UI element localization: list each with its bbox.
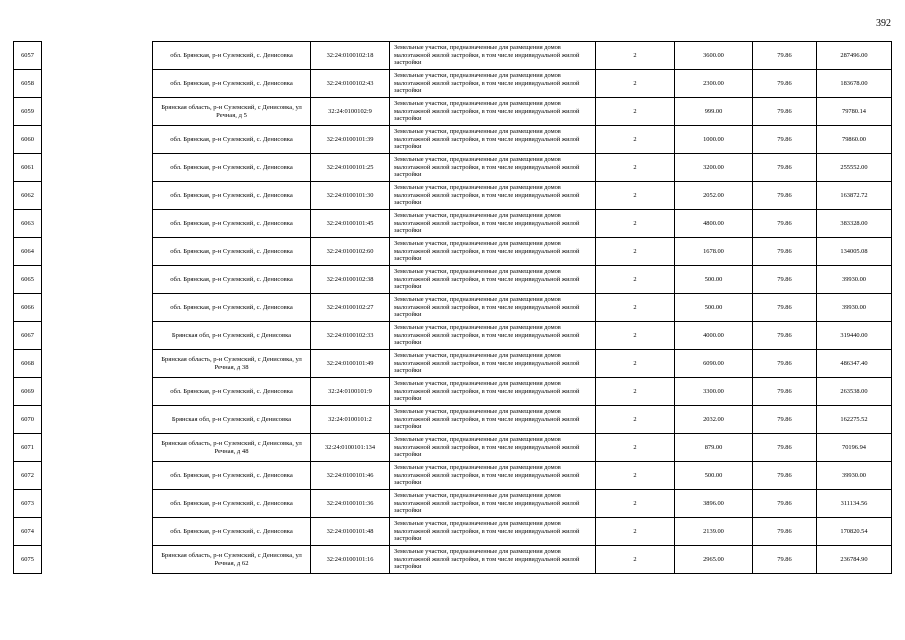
land-purpose-cell: Земельные участки, предназначенные для размещения домов малоэтажной жилой застройки, в том числе индивидуальной жилой застройки [390,182,596,210]
cadastral-value-cell: 236784.90 [817,546,892,574]
land-purpose-cell: Земельные участки, предназначенные для размещения домов малоэтажной жилой застройки, в том числе индивидуальной жилой застройки [390,238,596,266]
empty-cell [42,182,153,210]
table-row [14,434,892,462]
address-cell: обл. Брянская, р-н Суземский, с. Денисовка [153,210,311,238]
cadastral-value-cell: 163872.72 [817,182,892,210]
cadastral-number-cell: 32:24:0100102:33 [311,322,390,350]
table-row [14,126,892,154]
empty-cell [42,210,153,238]
empty-cell [42,434,153,462]
specific-value-cell: 79.86 [753,266,817,294]
address-cell: Брянская область, р-н Суземский, с Денисовка, ул Речная, д 38 [153,350,311,378]
area-cell: 3600.00 [675,42,753,70]
area-cell: 2965.00 [675,546,753,574]
cadastral-value-cell: 287496.00 [817,42,892,70]
row-number: 6068 [14,350,42,378]
group-code-cell: 2 [596,434,675,462]
area-cell: 1000.00 [675,126,753,154]
land-purpose-cell: Земельные участки, предназначенные для размещения домов малоэтажной жилой застройки, в том числе индивидуальной жилой застройки [390,154,596,182]
cadastral-value-cell: 255552.00 [817,154,892,182]
cadastral-value-cell: 39930.00 [817,462,892,490]
table-row [14,490,892,518]
area-cell: 500.00 [675,462,753,490]
area-cell: 2032.00 [675,406,753,434]
cadastral-number-cell: 32:24:0100102:38 [311,266,390,294]
group-code-cell: 2 [596,546,675,574]
empty-cell [42,266,153,294]
cadastral-value-cell: 311134.56 [817,490,892,518]
address-cell: обл. Брянская, р-н Суземский, с. Денисовка [153,70,311,98]
page-number: 392 [876,18,891,29]
specific-value-cell: 79.86 [753,182,817,210]
group-code-cell: 2 [596,238,675,266]
table-row [14,182,892,210]
area-cell: 2139.00 [675,518,753,546]
cadastral-number-cell: 32:24:0100102:27 [311,294,390,322]
empty-cell [42,238,153,266]
land-purpose-cell: Земельные участки, предназначенные для размещения домов малоэтажной жилой застройки, в том числе индивидуальной жилой застройки [390,518,596,546]
land-purpose-cell: Земельные участки, предназначенные для размещения домов малоэтажной жилой застройки, в том числе индивидуальной жилой застройки [390,406,596,434]
specific-value-cell: 79.86 [753,490,817,518]
row-number: 6070 [14,406,42,434]
table-row [14,518,892,546]
area-cell: 3200.00 [675,154,753,182]
table-row [14,238,892,266]
cadastral-value-cell: 486347.40 [817,350,892,378]
area-cell: 500.00 [675,294,753,322]
cadastral-number-cell: 32:24:0100101:134 [311,434,390,462]
cadastral-number-cell: 32:24:0100101:45 [311,210,390,238]
empty-cell [42,462,153,490]
table-row [14,322,892,350]
address-cell: обл. Брянская, р-н Суземский, с. Денисовка [153,42,311,70]
cadastral-number-cell: 32:24:0100102:18 [311,42,390,70]
group-code-cell: 2 [596,378,675,406]
area-cell: 6090.00 [675,350,753,378]
group-code-cell: 2 [596,350,675,378]
cadastral-value-table [13,41,892,574]
address-cell: обл. Брянская, р-н Суземский, с. Денисовка [153,126,311,154]
empty-cell [42,322,153,350]
area-cell: 3896.00 [675,490,753,518]
row-number: 6059 [14,98,42,126]
group-code-cell: 2 [596,518,675,546]
row-number: 6063 [14,210,42,238]
land-purpose-cell: Земельные участки, предназначенные для размещения домов малоэтажной жилой застройки, в том числе индивидуальной жилой застройки [390,546,596,574]
row-number: 6062 [14,182,42,210]
row-number: 6075 [14,546,42,574]
empty-cell [42,126,153,154]
group-code-cell: 2 [596,462,675,490]
row-number: 6061 [14,154,42,182]
cadastral-number-cell: 32:24:0100101:39 [311,126,390,154]
table-row [14,266,892,294]
empty-cell [42,490,153,518]
cadastral-number-cell: 32:24:0100101:2 [311,406,390,434]
row-number: 6066 [14,294,42,322]
row-number: 6060 [14,126,42,154]
area-cell: 4000.00 [675,322,753,350]
row-number: 6065 [14,266,42,294]
cadastral-number-cell: 32:24:0100102:43 [311,70,390,98]
cadastral-value-cell: 170820.54 [817,518,892,546]
specific-value-cell: 79.86 [753,154,817,182]
empty-cell [42,154,153,182]
table-body [14,42,892,574]
group-code-cell: 2 [596,266,675,294]
land-purpose-cell: Земельные участки, предназначенные для размещения домов малоэтажной жилой застройки, в том числе индивидуальной жилой застройки [390,322,596,350]
address-cell: обл. Брянская, р-н Суземский, с. Денисовка [153,490,311,518]
area-cell: 2052.00 [675,182,753,210]
table-row [14,462,892,490]
address-cell: обл. Брянская, р-н Суземский, с. Денисовка [153,182,311,210]
address-cell: Брянская область, р-н Суземский, с Денисовка, ул Речная, д 62 [153,546,311,574]
cadastral-number-cell: 32:24:0100102:60 [311,238,390,266]
row-number: 6058 [14,70,42,98]
specific-value-cell: 79.86 [753,238,817,266]
group-code-cell: 2 [596,42,675,70]
land-purpose-cell: Земельные участки, предназначенные для размещения домов малоэтажной жилой застройки, в том числе индивидуальной жилой застройки [390,126,596,154]
cadastral-number-cell: 32:24:0100101:30 [311,182,390,210]
specific-value-cell: 79.86 [753,126,817,154]
address-cell: Брянская обл, р-н Суземский, с Денисовка [153,322,311,350]
empty-cell [42,378,153,406]
table-row [14,154,892,182]
specific-value-cell: 79.86 [753,406,817,434]
group-code-cell: 2 [596,294,675,322]
cadastral-value-cell: 79860.00 [817,126,892,154]
cadastral-value-cell: 319440.00 [817,322,892,350]
land-purpose-cell: Земельные участки, предназначенные для размещения домов малоэтажной жилой застройки, в том числе индивидуальной жилой застройки [390,490,596,518]
specific-value-cell: 79.86 [753,70,817,98]
row-number: 6072 [14,462,42,490]
specific-value-cell: 79.86 [753,210,817,238]
land-purpose-cell: Земельные участки, предназначенные для размещения домов малоэтажной жилой застройки, в том числе индивидуальной жилой застройки [390,266,596,294]
area-cell: 999.00 [675,98,753,126]
address-cell: обл. Брянская, р-н Суземский, с. Денисовка [153,294,311,322]
cadastral-value-cell: 70196.94 [817,434,892,462]
land-purpose-cell: Земельные участки, предназначенные для размещения домов малоэтажной жилой застройки, в том числе индивидуальной жилой застройки [390,210,596,238]
cadastral-number-cell: 32:24:0100101:48 [311,518,390,546]
row-number: 6064 [14,238,42,266]
specific-value-cell: 79.86 [753,322,817,350]
address-cell: обл. Брянская, р-н Суземский, с. Денисовка [153,518,311,546]
row-number: 6069 [14,378,42,406]
cadastral-number-cell: 32:24:0100101:25 [311,154,390,182]
specific-value-cell: 79.86 [753,378,817,406]
specific-value-cell: 79.86 [753,350,817,378]
row-number: 6071 [14,434,42,462]
cadastral-number-cell: 32:24:0100101:46 [311,462,390,490]
group-code-cell: 2 [596,98,675,126]
land-purpose-cell: Земельные участки, предназначенные для размещения домов малоэтажной жилой застройки, в том числе индивидуальной жилой застройки [390,42,596,70]
group-code-cell: 2 [596,126,675,154]
cadastral-value-cell: 263538.00 [817,378,892,406]
cadastral-value-cell: 383328.00 [817,210,892,238]
group-code-cell: 2 [596,182,675,210]
cadastral-value-cell: 162275.52 [817,406,892,434]
cadastral-value-cell: 39930.00 [817,266,892,294]
cadastral-value-cell: 39930.00 [817,294,892,322]
group-code-cell: 2 [596,70,675,98]
table-row [14,546,892,574]
address-cell: обл. Брянская, р-н Суземский, с. Денисовка [153,462,311,490]
row-number: 6074 [14,518,42,546]
specific-value-cell: 79.86 [753,518,817,546]
empty-cell [42,98,153,126]
area-cell: 879.00 [675,434,753,462]
group-code-cell: 2 [596,406,675,434]
specific-value-cell: 79.86 [753,462,817,490]
table-row [14,42,892,70]
cadastral-value-cell: 79780.14 [817,98,892,126]
address-cell: обл. Брянская, р-н Суземский, с. Денисовка [153,378,311,406]
area-cell: 3300.00 [675,378,753,406]
address-cell: обл. Брянская, р-н Суземский, с. Денисовка [153,266,311,294]
address-cell: обл. Брянская, р-н Суземский, с. Денисовка [153,238,311,266]
area-cell: 1678.00 [675,238,753,266]
address-cell: Брянская область, р-н Суземский, с Денисовка, ул Речная, д 5 [153,98,311,126]
specific-value-cell: 79.86 [753,294,817,322]
table-row [14,378,892,406]
area-cell: 2300.00 [675,70,753,98]
group-code-cell: 2 [596,154,675,182]
cadastral-number-cell: 32:24:0100102:9 [311,98,390,126]
empty-cell [42,546,153,574]
area-cell: 500.00 [675,266,753,294]
empty-cell [42,294,153,322]
row-number: 6067 [14,322,42,350]
area-cell: 4800.00 [675,210,753,238]
specific-value-cell: 79.86 [753,42,817,70]
land-purpose-cell: Земельные участки, предназначенные для размещения домов малоэтажной жилой застройки, в том числе индивидуальной жилой застройки [390,350,596,378]
row-number: 6073 [14,490,42,518]
cadastral-value-cell: 183678.00 [817,70,892,98]
land-purpose-cell: Земельные участки, предназначенные для размещения домов малоэтажной жилой застройки, в том числе индивидуальной жилой застройки [390,434,596,462]
table-row [14,98,892,126]
table-row [14,406,892,434]
land-purpose-cell: Земельные участки, предназначенные для размещения домов малоэтажной жилой застройки, в том числе индивидуальной жилой застройки [390,70,596,98]
table-row [14,70,892,98]
empty-cell [42,350,153,378]
empty-cell [42,42,153,70]
empty-cell [42,70,153,98]
land-purpose-cell: Земельные участки, предназначенные для размещения домов малоэтажной жилой застройки, в том числе индивидуальной жилой застройки [390,98,596,126]
land-purpose-cell: Земельные участки, предназначенные для размещения домов малоэтажной жилой застройки, в том числе индивидуальной жилой застройки [390,378,596,406]
table-row [14,294,892,322]
empty-cell [42,406,153,434]
group-code-cell: 2 [596,210,675,238]
empty-cell [42,518,153,546]
land-purpose-cell: Земельные участки, предназначенные для размещения домов малоэтажной жилой застройки, в том числе индивидуальной жилой застройки [390,462,596,490]
cadastral-number-cell: 32:24:0100101:16 [311,546,390,574]
row-number: 6057 [14,42,42,70]
address-cell: Брянская область, р-н Суземский, с Денисовка, ул Речная, д 48 [153,434,311,462]
group-code-cell: 2 [596,490,675,518]
cadastral-value-cell: 134005.08 [817,238,892,266]
cadastral-number-cell: 32:24:0100101:9 [311,378,390,406]
specific-value-cell: 79.86 [753,546,817,574]
specific-value-cell: 79.86 [753,434,817,462]
cadastral-number-cell: 32:24:0100101:36 [311,490,390,518]
specific-value-cell: 79.86 [753,98,817,126]
cadastral-number-cell: 32:24:0100101:49 [311,350,390,378]
group-code-cell: 2 [596,322,675,350]
table-row [14,350,892,378]
table-row [14,210,892,238]
address-cell: Брянская обл, р-н Суземский, с Денисовка [153,406,311,434]
address-cell: обл. Брянская, р-н Суземский, с. Денисовка [153,154,311,182]
land-purpose-cell: Земельные участки, предназначенные для размещения домов малоэтажной жилой застройки, в том числе индивидуальной жилой застройки [390,294,596,322]
